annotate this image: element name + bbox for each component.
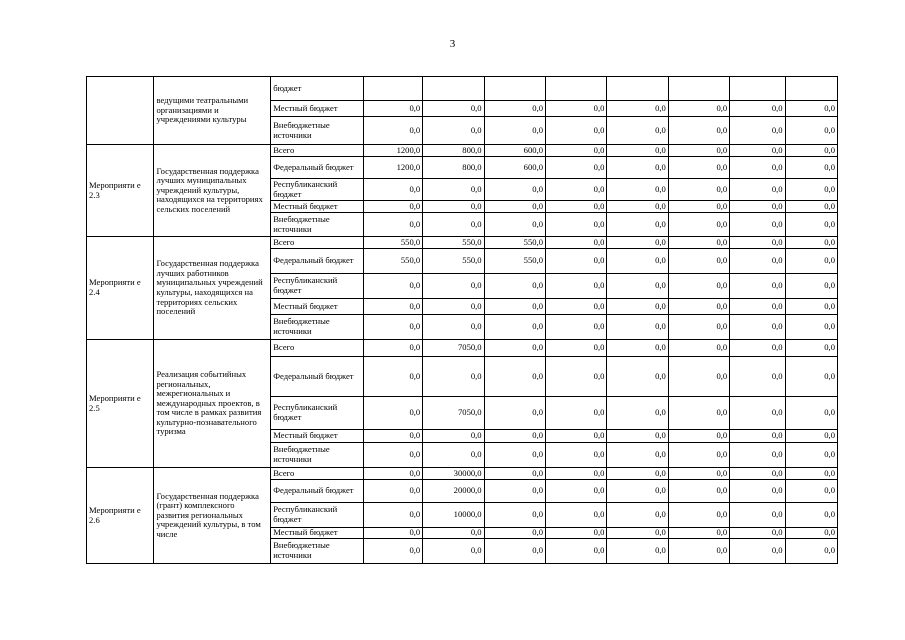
budget-value: 0,0 xyxy=(730,397,785,430)
budget-value: 0,0 xyxy=(423,274,484,299)
budget-value: 0,0 xyxy=(484,340,545,357)
budget-value: 0,0 xyxy=(785,357,837,397)
measure-label: Мероприяти е 2.4 xyxy=(87,237,154,340)
budget-value: 0,0 xyxy=(484,179,545,201)
budget-value: 0,0 xyxy=(484,430,545,443)
budget-value: 0,0 xyxy=(668,357,729,397)
funding-source: Внебюджетные источники xyxy=(271,539,364,564)
budget-value: 600,0 xyxy=(484,145,545,157)
budget-value: 0,0 xyxy=(668,315,729,340)
budget-value: 0,0 xyxy=(785,101,837,117)
budget-value: 0,0 xyxy=(668,397,729,430)
budget-value: 800,0 xyxy=(423,145,484,157)
budget-value: 0,0 xyxy=(546,357,607,397)
budget-value: 0,0 xyxy=(484,443,545,468)
table-row xyxy=(87,237,838,249)
budget-value: 0,0 xyxy=(730,145,785,157)
budget-value: 0,0 xyxy=(607,397,668,430)
budget-value: 0,0 xyxy=(423,201,484,213)
budget-value: 0,0 xyxy=(363,503,422,528)
budget-value: 550,0 xyxy=(363,249,422,274)
budget-value: 0,0 xyxy=(785,480,837,503)
funding-source: Внебюджетные источники xyxy=(271,117,364,145)
budget-value: 0,0 xyxy=(785,528,837,539)
budget-value: 0,0 xyxy=(363,201,422,213)
budget-value: 0,0 xyxy=(730,430,785,443)
budget-value: 0,0 xyxy=(363,179,422,201)
budget-value: 0,0 xyxy=(607,274,668,299)
budget-value: 0,0 xyxy=(484,315,545,340)
budget-value: 0,0 xyxy=(730,157,785,179)
budget-value: 0,0 xyxy=(546,157,607,179)
budget-value: 0,0 xyxy=(363,468,422,480)
funding-source: Внебюджетные источники xyxy=(271,443,364,468)
budget-value: 0,0 xyxy=(607,539,668,564)
budget-value: 0,0 xyxy=(730,101,785,117)
budget-value: 0,0 xyxy=(730,315,785,340)
budget-value: 0,0 xyxy=(785,213,837,237)
budget-value: 0,0 xyxy=(546,397,607,430)
table-row xyxy=(87,468,838,480)
budget-value xyxy=(730,77,785,101)
budget-value: 0,0 xyxy=(668,249,729,274)
budget-value: 0,0 xyxy=(607,117,668,145)
budget-value: 0,0 xyxy=(668,101,729,117)
budget-value xyxy=(363,77,422,101)
budget-value: 0,0 xyxy=(546,101,607,117)
budget-value: 0,0 xyxy=(668,274,729,299)
budget-value: 0,0 xyxy=(546,430,607,443)
funding-source: Всего xyxy=(271,237,364,249)
budget-value: 0,0 xyxy=(607,249,668,274)
budget-value xyxy=(607,77,668,101)
budget-value: 0,0 xyxy=(785,117,837,145)
budget-value: 0,0 xyxy=(668,430,729,443)
budget-value: 0,0 xyxy=(607,157,668,179)
budget-value: 0,0 xyxy=(730,480,785,503)
budget-value: 30000,0 xyxy=(423,468,484,480)
budget-value: 0,0 xyxy=(668,503,729,528)
budget-value: 0,0 xyxy=(785,503,837,528)
budget-value: 0,0 xyxy=(668,480,729,503)
funding-source: Федеральный бюджет xyxy=(271,480,364,503)
budget-value: 0,0 xyxy=(785,340,837,357)
budget-value: 0,0 xyxy=(785,539,837,564)
funding-source: Внебюджетные источники xyxy=(271,315,364,340)
funding-source: Республиканский бюджет xyxy=(271,503,364,528)
budget-value: 0,0 xyxy=(785,274,837,299)
budget-value: 0,0 xyxy=(607,315,668,340)
budget-value: 0,0 xyxy=(363,430,422,443)
budget-value: 0,0 xyxy=(607,299,668,315)
budget-value: 0,0 xyxy=(785,315,837,340)
budget-value: 0,0 xyxy=(607,145,668,157)
budget-value: 0,0 xyxy=(607,357,668,397)
budget-value: 0,0 xyxy=(423,213,484,237)
budget-value: 0,0 xyxy=(546,201,607,213)
budget-value: 0,0 xyxy=(668,117,729,145)
budget-value: 0,0 xyxy=(423,357,484,397)
budget-value: 0,0 xyxy=(546,299,607,315)
budget-value xyxy=(785,77,837,101)
budget-value: 550,0 xyxy=(484,237,545,249)
funding-source: Республиканский бюджет xyxy=(271,179,364,201)
budget-value: 600,0 xyxy=(484,157,545,179)
budget-value: 0,0 xyxy=(363,480,422,503)
budget-value xyxy=(484,77,545,101)
budget-value: 0,0 xyxy=(546,443,607,468)
budget-value: 0,0 xyxy=(607,179,668,201)
measure-description: ведущими театральными организациями и учреждениями культуры xyxy=(154,77,271,145)
budget-value: 0,0 xyxy=(423,539,484,564)
budget-value: 0,0 xyxy=(363,117,422,145)
budget-value: 0,0 xyxy=(363,528,422,539)
budget-value: 0,0 xyxy=(546,249,607,274)
budget-value: 0,0 xyxy=(785,249,837,274)
budget-value xyxy=(423,77,484,101)
budget-value: 0,0 xyxy=(785,237,837,249)
budget-value: 0,0 xyxy=(730,468,785,480)
budget-value: 1200,0 xyxy=(363,145,422,157)
budget-value: 0,0 xyxy=(607,528,668,539)
budget-value: 0,0 xyxy=(484,468,545,480)
budget-value: 0,0 xyxy=(730,299,785,315)
budget-value: 0,0 xyxy=(607,101,668,117)
budget-value: 0,0 xyxy=(668,213,729,237)
budget-value: 0,0 xyxy=(484,480,545,503)
budget-value: 10000,0 xyxy=(423,503,484,528)
budget-value: 0,0 xyxy=(668,237,729,249)
budget-value: 0,0 xyxy=(607,443,668,468)
budget-value: 0,0 xyxy=(546,503,607,528)
budget-value: 550,0 xyxy=(484,249,545,274)
budget-value: 0,0 xyxy=(730,357,785,397)
budget-value xyxy=(668,77,729,101)
budget-value: 0,0 xyxy=(363,397,422,430)
budget-value: 0,0 xyxy=(607,201,668,213)
budget-value: 0,0 xyxy=(730,201,785,213)
budget-value: 0,0 xyxy=(785,468,837,480)
budget-value: 0,0 xyxy=(546,274,607,299)
budget-value: 0,0 xyxy=(607,340,668,357)
budget-value: 0,0 xyxy=(423,430,484,443)
budget-value: 0,0 xyxy=(730,503,785,528)
funding-source: Всего xyxy=(271,145,364,157)
budget-value: 0,0 xyxy=(423,101,484,117)
measure-label: Мероприяти е 2.3 xyxy=(87,145,154,237)
budget-value: 0,0 xyxy=(607,468,668,480)
budget-value: 0,0 xyxy=(423,315,484,340)
measure-description: Государственная поддержка (грант) комплексного развития региональных учреждений культуры, в том числе xyxy=(154,468,271,564)
budget-value: 1200,0 xyxy=(363,157,422,179)
budget-value: 0,0 xyxy=(423,528,484,539)
budget-value: 0,0 xyxy=(668,340,729,357)
funding-source: Федеральный бюджет xyxy=(271,249,364,274)
budget-value: 0,0 xyxy=(730,274,785,299)
budget-value: 0,0 xyxy=(363,299,422,315)
budget-table xyxy=(86,76,838,564)
funding-source: Всего xyxy=(271,468,364,480)
budget-value: 0,0 xyxy=(423,299,484,315)
budget-value: 0,0 xyxy=(546,315,607,340)
budget-value: 0,0 xyxy=(546,117,607,145)
funding-source: Местный бюджет xyxy=(271,528,364,539)
budget-value: 0,0 xyxy=(730,117,785,145)
budget-value: 0,0 xyxy=(484,213,545,237)
funding-source: Всего xyxy=(271,340,364,357)
budget-value: 0,0 xyxy=(484,539,545,564)
measure-label xyxy=(87,77,154,145)
budget-value: 0,0 xyxy=(484,101,545,117)
budget-value: 0,0 xyxy=(785,299,837,315)
budget-value xyxy=(546,77,607,101)
budget-value: 0,0 xyxy=(730,539,785,564)
budget-value: 0,0 xyxy=(785,145,837,157)
budget-value: 0,0 xyxy=(363,443,422,468)
funding-source: Местный бюджет xyxy=(271,201,364,213)
budget-value: 0,0 xyxy=(546,179,607,201)
funding-source: Федеральный бюджет xyxy=(271,157,364,179)
budget-value: 0,0 xyxy=(423,117,484,145)
budget-value: 0,0 xyxy=(363,213,422,237)
budget-value: 0,0 xyxy=(668,145,729,157)
table-row xyxy=(87,145,838,157)
budget-value: 0,0 xyxy=(607,237,668,249)
budget-value: 0,0 xyxy=(546,480,607,503)
budget-value: 0,0 xyxy=(484,397,545,430)
budget-value: 0,0 xyxy=(546,237,607,249)
budget-value: 0,0 xyxy=(546,340,607,357)
budget-value: 0,0 xyxy=(668,468,729,480)
measure-label: Мероприяти е 2.6 xyxy=(87,468,154,564)
budget-value: 7050,0 xyxy=(423,397,484,430)
budget-value: 0,0 xyxy=(785,201,837,213)
budget-value: 0,0 xyxy=(484,274,545,299)
budget-value: 0,0 xyxy=(668,157,729,179)
budget-value: 0,0 xyxy=(730,443,785,468)
budget-value: 0,0 xyxy=(668,299,729,315)
budget-value: 0,0 xyxy=(730,528,785,539)
budget-value: 0,0 xyxy=(546,213,607,237)
budget-value: 7050,0 xyxy=(423,340,484,357)
budget-value: 0,0 xyxy=(730,179,785,201)
funding-source: Республиканский бюджет xyxy=(271,397,364,430)
budget-value: 0,0 xyxy=(785,397,837,430)
funding-source: Местный бюджет xyxy=(271,299,364,315)
budget-value: 0,0 xyxy=(785,179,837,201)
budget-value: 0,0 xyxy=(730,340,785,357)
budget-value: 20000,0 xyxy=(423,480,484,503)
budget-value: 0,0 xyxy=(607,213,668,237)
budget-value: 0,0 xyxy=(668,443,729,468)
budget-value: 0,0 xyxy=(484,117,545,145)
budget-value: 0,0 xyxy=(730,237,785,249)
budget-value: 0,0 xyxy=(607,503,668,528)
budget-value: 0,0 xyxy=(546,528,607,539)
budget-value: 0,0 xyxy=(785,157,837,179)
funding-source: Внебюджетные источники xyxy=(271,213,364,237)
funding-source: Федеральный бюджет xyxy=(271,357,364,397)
budget-value: 0,0 xyxy=(363,539,422,564)
budget-value: 0,0 xyxy=(363,315,422,340)
budget-value: 0,0 xyxy=(423,179,484,201)
budget-value: 0,0 xyxy=(607,480,668,503)
budget-value: 0,0 xyxy=(484,201,545,213)
budget-value: 0,0 xyxy=(785,430,837,443)
budget-value: 0,0 xyxy=(363,340,422,357)
budget-value: 0,0 xyxy=(607,430,668,443)
budget-value: 0,0 xyxy=(546,145,607,157)
measure-description: Государственная поддержка лучших работников муниципальных учреждений культуры, находящихся на территориях сельских поселений xyxy=(154,237,271,340)
budget-value: 0,0 xyxy=(668,201,729,213)
budget-value: 0,0 xyxy=(668,528,729,539)
budget-value: 0,0 xyxy=(730,249,785,274)
budget-value: 0,0 xyxy=(484,299,545,315)
budget-value: 0,0 xyxy=(730,213,785,237)
budget-value: 0,0 xyxy=(423,443,484,468)
budget-value: 0,0 xyxy=(785,443,837,468)
budget-value: 0,0 xyxy=(363,357,422,397)
budget-value: 0,0 xyxy=(363,274,422,299)
budget-value: 800,0 xyxy=(423,157,484,179)
budget-value: 0,0 xyxy=(363,101,422,117)
budget-value: 0,0 xyxy=(546,539,607,564)
funding-source: бюджет xyxy=(271,77,364,101)
measure-description: Реализация событийных региональных, межрегиональных и международных проектов, в том числе в рамках развития культурно-познавательного туризма xyxy=(154,340,271,468)
table-row xyxy=(87,77,838,101)
budget-value: 550,0 xyxy=(363,237,422,249)
table-row xyxy=(87,340,838,357)
budget-value: 0,0 xyxy=(668,179,729,201)
page-number: 3 xyxy=(449,38,456,50)
budget-value: 0,0 xyxy=(546,468,607,480)
funding-source: Местный бюджет xyxy=(271,430,364,443)
budget-value: 0,0 xyxy=(484,357,545,397)
budget-value: 550,0 xyxy=(423,237,484,249)
budget-value: 550,0 xyxy=(423,249,484,274)
budget-value: 0,0 xyxy=(668,539,729,564)
funding-source: Местный бюджет xyxy=(271,101,364,117)
budget-value: 0,0 xyxy=(484,528,545,539)
funding-source: Республиканский бюджет xyxy=(271,274,364,299)
measure-description: Государственная поддержка лучших муниципальных учреждений культуры, находящихся на территориях сельских поселений xyxy=(154,145,271,237)
budget-value: 0,0 xyxy=(484,503,545,528)
measure-label: Мероприяти е 2.5 xyxy=(87,340,154,468)
